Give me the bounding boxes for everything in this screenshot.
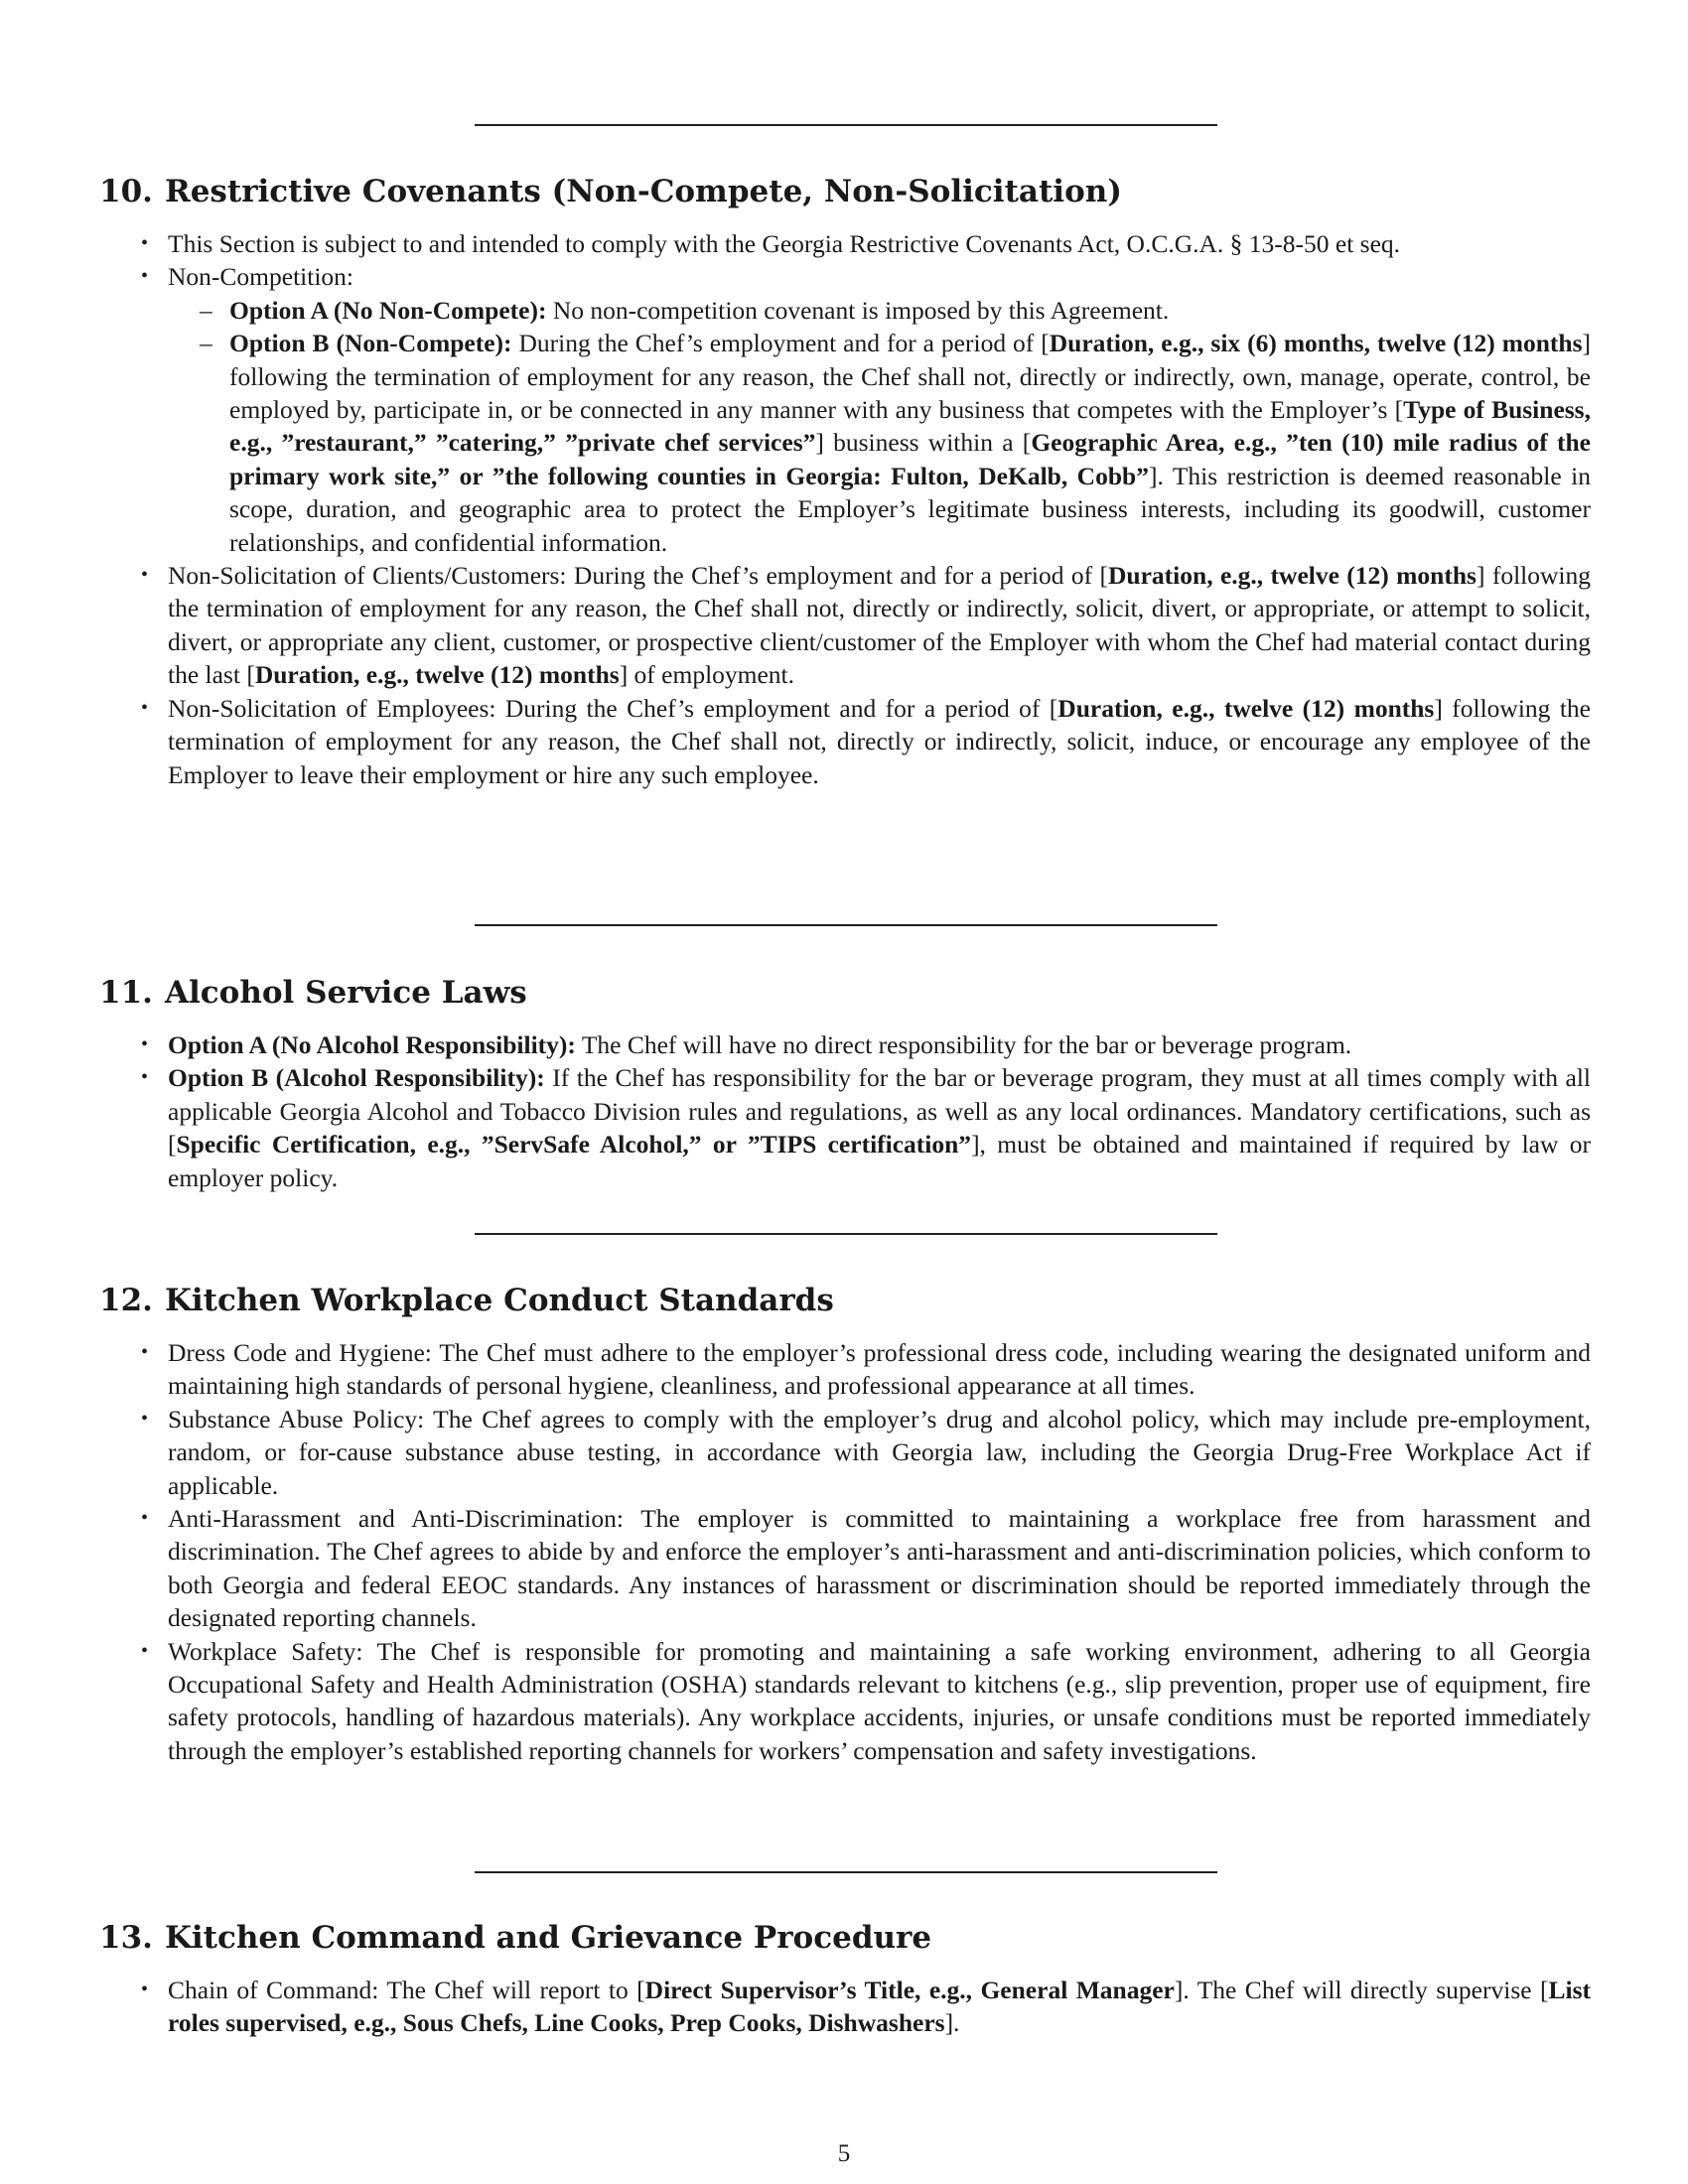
list-item: • This Section is subject to and intended to comply with the Georgia Restrictive Covenants Act, O.C.G.A. § 13-8-50 et seq. <box>141 229 1401 258</box>
list-item: • Dress Code and Hygiene: The Chef must adhere to the employer’s professional dress code, including wearing the designated uniform and maintaining high standards of personal hygiene, cleanliness, and professional appearance at all times. <box>141 1338 1591 1401</box>
section-10-list <box>141 227 1592 791</box>
list-item: • Non-Solicitation of Employees: During the Chef’s employment and for a period of [Duration, e.g., twelve (12) months] following the termination of employment for any reason, the Chef shall not, directly or indirectly, solicit, induce, or encourage any employee of the Employer to leave their employment or hire any such employee. <box>141 693 1591 789</box>
section-divider <box>475 1871 1217 1873</box>
section-13-heading: 13. Kitchen Command and Grievance Procedure <box>99 1920 932 1956</box>
section-13-list <box>141 1974 1592 2040</box>
non-competition-options <box>168 294 1591 559</box>
sub-list-item: – Option B (Non-Compete): During the Chef’s employment and for a period of [Duration, e.g., six (6) months, twelve (12) months] following the termination of employment for any reason, the Chef shall not, directly or indirectly, own, manage, operate, control, be employed by, participate in, or be connected in any manner with any business that competes with the Employer’s [Type of Business, e.g., ”restaurant,” ”catering,” ”private chef services”] business within a [Geographic Area, e.g., ”ten (10) mile radius of the primary work site,” or ”the following counties in Georgia: Fulton, DeKalb, Cobb”]. This restriction is deemed reasonable in scope, duration, and geographic area to protect the Employer’s legitimate business interests, including its goodwill, customer relationships, and confidential information. <box>200 329 1592 557</box>
page-number: 5 <box>837 2140 851 2167</box>
list-item: • Workplace Safety: The Chef is responsible for promoting and maintaining a safe working environment, adhering to all Georgia Occupational Safety and Health Administration (OSHA) standards relevant to kitchens (e.g., slip prevention, proper use of equipment, fire safety protocols, handling of hazardous materials). Any workplace accidents, injuries, or unsafe conditions must be reported immediately through the employer’s established reporting channels for workers’ compensation and safety investigations. <box>141 1636 1591 1765</box>
list-item: • Option B (Alcohol Responsibility): If the Chef has responsibility for the bar or beverage program, they must at all times comply with all applicable Georgia Alcohol and Tobacco Division rules and regulations, as well as any local ordinances. Mandatory certifications, such as [Specific Certification, e.g., ”ServSafe Alcohol,” or ”TIPS certification”], must be obtained and maintained if required by law or employer policy. <box>141 1063 1591 1192</box>
list-item: • Chain of Command: The Chef will report to [Direct Supervisor’s Title, e.g., General Manager]. The Chef will directly supervise [List roles supervised, e.g., Sous Chefs, Line Cooks, Prep Cooks, Dishwashers]. <box>141 1976 1592 2038</box>
section-12-list <box>141 1336 1591 1767</box>
list-item: • Substance Abuse Policy: The Chef agrees to comply with the employer’s drug and alcohol policy, which may include pre-employment, random, or for-cause substance abuse testing, in accordance with Georgia law, including the Georgia Drug-Free Workplace Act if applicable. <box>141 1404 1591 1500</box>
list-item: • Anti-Harassment and Anti-Discrimination: The employer is committed to maintaining a workplace free from harassment and discrimination. The Chef agrees to abide by and enforce the employer’s anti-harassment and anti-discrimination policies, which conform to both Georgia and federal EEOC standards. Any instances of harassment or discrimination should be reported immediately through the designated reporting channels. <box>141 1504 1591 1633</box>
list-item: • Option A (No Alcohol Responsibility): The Chef will have no direct responsibility for the bar or beverage program. <box>141 1030 1352 1059</box>
list-item: • Non-Solicitation of Clients/Customers: During the Chef’s employment and for a period of [Duration, e.g., twelve (12) months] following the termination of employment for any reason, the Chef shall not, directly or indirectly, solicit, divert, or appropriate, or attempt to solicit, divert, or appropriate any client, customer, or prospective client/customer of the Employer with whom the Chef had material contact during the last [Duration, e.g., twelve (12) months] of employment. <box>141 561 1591 690</box>
section-10-heading: 10. Restrictive Covenants (Non-Compete, Non-Solicitation) <box>99 174 1122 209</box>
list-item: • Non-Competition: – Option A (No Non-Compete): No non-competition covenant is imposed by this Agreement. – Option B (Non-Compete): During the Chef’s employment and for a period of [Duration, e.g., six (6) months, twelve (12) months] following the termination of employment for any reason, the Chef shall not, directly or indirectly, own, manage, operate, control, be employed by, participate in, or be connected in any manner with any business that competes with the Employer’s [Type of Business, e.g., ”restaurant,” ”catering,” ”private chef services”] business within a [Geographic Area, e.g., ”ten (10) mile radius of the primary work site,” or ”the following counties in Georgia: Fulton, DeKalb, Cobb”]. This restriction is deemed reasonable in scope, duration, and geographic area to protect the Employer’s legitimate business interests, including its goodwill, customer relationships, and confidential information. <box>168 260 1591 559</box>
section-11-heading: 11. Alcohol Service Laws <box>99 975 527 1011</box>
section-11-list <box>141 1028 1591 1194</box>
section-divider <box>475 924 1217 926</box>
section-divider <box>475 1233 1217 1235</box>
sub-list-item: – Option A (No Non-Compete): No non-competition covenant is imposed by this Agreement. <box>200 295 1170 325</box>
section-divider <box>475 124 1217 126</box>
section-12-heading: 12. Kitchen Workplace Conduct Standards <box>99 1283 834 1318</box>
